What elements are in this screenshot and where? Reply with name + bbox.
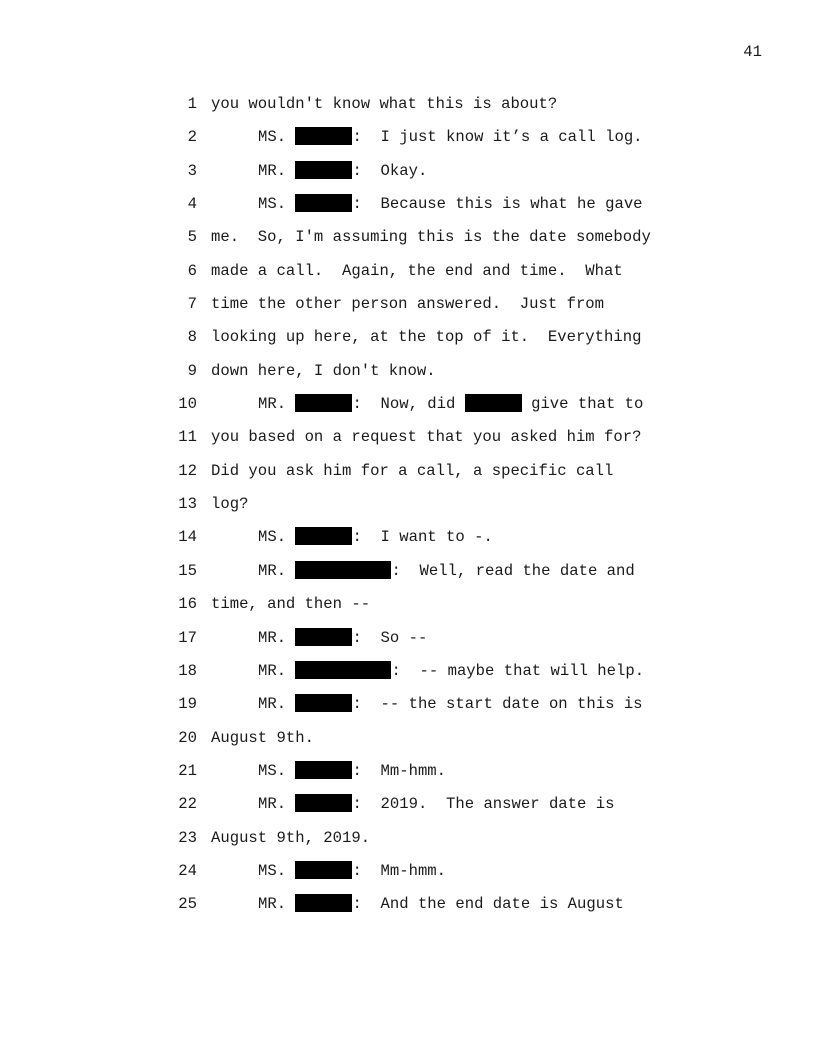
line-number: 18 bbox=[178, 661, 197, 680]
line-text bbox=[211, 91, 557, 117]
redaction-box bbox=[295, 394, 352, 412]
redaction-box bbox=[295, 661, 391, 679]
line-number: 9 bbox=[187, 361, 197, 380]
testimony-text: time, and then -- bbox=[211, 595, 371, 614]
line-number: 6 bbox=[187, 261, 197, 280]
line-text bbox=[258, 391, 643, 417]
speaker-title: MS. bbox=[258, 761, 296, 780]
testimony-text: you wouldn't know what this is about? bbox=[211, 95, 558, 113]
page-number: 41 bbox=[743, 43, 762, 61]
line-number: 7 bbox=[187, 295, 197, 314]
line-text bbox=[258, 524, 493, 550]
testimony-text: : Well, read the date and bbox=[391, 561, 635, 580]
speaker-title: MS. bbox=[258, 128, 296, 147]
transcript-line bbox=[0, 424, 816, 457]
line-text bbox=[258, 691, 643, 717]
line-text bbox=[258, 158, 427, 184]
transcript-line bbox=[0, 691, 816, 724]
transcript-line bbox=[0, 558, 816, 591]
speaker-title: MR. bbox=[258, 795, 296, 814]
redaction-box bbox=[295, 194, 352, 212]
line-number: 4 bbox=[187, 195, 197, 214]
transcript-line bbox=[0, 491, 816, 524]
line-number: 20 bbox=[178, 728, 197, 747]
transcript-line bbox=[0, 891, 816, 924]
transcript-line bbox=[0, 524, 816, 557]
line-number: 21 bbox=[178, 761, 197, 780]
line-text bbox=[258, 658, 644, 684]
line-text bbox=[258, 191, 643, 217]
testimony-text: Did you ask him for a call, a specific call bbox=[211, 461, 614, 480]
transcript-line bbox=[0, 224, 816, 257]
transcript-line bbox=[0, 591, 816, 624]
line-text bbox=[211, 725, 314, 751]
speaker-title: MR. bbox=[258, 161, 296, 180]
line-number: 3 bbox=[187, 161, 197, 180]
transcript-line bbox=[0, 625, 816, 658]
line-number: 14 bbox=[178, 528, 197, 547]
line-number: 25 bbox=[178, 895, 197, 914]
transcript-line bbox=[0, 258, 816, 291]
transcript-line bbox=[0, 358, 816, 391]
testimony-text: August 9th. bbox=[211, 728, 314, 747]
testimony-text: : I want to -. bbox=[352, 528, 493, 547]
testimony-text: down here, I don't know. bbox=[211, 361, 436, 380]
redaction-box bbox=[295, 861, 352, 879]
testimony-text: : Mm-hmm. bbox=[352, 861, 447, 880]
redaction-box bbox=[295, 527, 352, 545]
line-number: 2 bbox=[187, 128, 197, 147]
line-number: 23 bbox=[178, 828, 197, 847]
speaker-title: MS. bbox=[258, 528, 296, 547]
testimony-text: me. So, I'm assuming this is the date somebody bbox=[211, 228, 651, 247]
testimony-text: : Now, did bbox=[352, 395, 465, 414]
transcript-line bbox=[0, 291, 816, 324]
line-text bbox=[211, 324, 641, 350]
redaction-box bbox=[295, 894, 352, 912]
transcript-line bbox=[0, 658, 816, 691]
line-text bbox=[211, 491, 248, 517]
redaction-box bbox=[295, 561, 391, 579]
transcript-line bbox=[0, 825, 816, 858]
testimony-text: log? bbox=[211, 495, 249, 514]
line-text bbox=[211, 458, 613, 484]
transcript-line bbox=[0, 458, 816, 491]
line-text bbox=[258, 558, 635, 584]
testimony-text: looking up here, at the top of it. Everything bbox=[211, 328, 642, 347]
line-number: 11 bbox=[178, 428, 197, 447]
testimony-text: : -- the start date on this is bbox=[352, 695, 643, 714]
line-text bbox=[211, 424, 641, 450]
line-text bbox=[258, 791, 614, 817]
line-text bbox=[211, 358, 436, 384]
testimony-text: give that to bbox=[521, 395, 644, 414]
testimony-text: August 9th, 2019. bbox=[211, 828, 371, 847]
line-number: 15 bbox=[178, 561, 197, 580]
line-number: 8 bbox=[187, 328, 197, 347]
line-text bbox=[211, 291, 604, 317]
redaction-box bbox=[295, 761, 352, 779]
line-number: 17 bbox=[178, 628, 197, 647]
redaction-box bbox=[295, 694, 352, 712]
transcript-line bbox=[0, 158, 816, 191]
transcript-line bbox=[0, 858, 816, 891]
speaker-title: MR. bbox=[258, 561, 296, 580]
line-text bbox=[211, 224, 651, 250]
redaction-box bbox=[295, 127, 352, 145]
transcript-line bbox=[0, 91, 816, 124]
transcript-line bbox=[0, 391, 816, 424]
line-text bbox=[258, 625, 427, 651]
line-number: 24 bbox=[178, 861, 197, 880]
testimony-text: you based on a request that you asked him for? bbox=[211, 428, 642, 447]
line-text bbox=[258, 758, 446, 784]
speaker-title: MR. bbox=[258, 661, 296, 680]
line-text bbox=[211, 258, 623, 284]
transcript-line bbox=[0, 725, 816, 758]
speaker-title: MR. bbox=[258, 695, 296, 714]
line-text bbox=[258, 124, 643, 150]
transcript-line bbox=[0, 191, 816, 224]
redaction-box bbox=[295, 628, 352, 646]
line-text bbox=[258, 891, 624, 917]
testimony-text: : -- maybe that will help. bbox=[391, 661, 645, 680]
line-text bbox=[211, 591, 370, 617]
testimony-text: : Because this is what he gave bbox=[352, 195, 643, 214]
line-number: 13 bbox=[178, 495, 197, 514]
transcript-line bbox=[0, 791, 816, 824]
line-number: 12 bbox=[178, 461, 197, 480]
testimony-text: : 2019. The answer date is bbox=[352, 795, 615, 814]
line-number: 10 bbox=[178, 395, 197, 414]
speaker-title: MS. bbox=[258, 195, 296, 214]
line-number: 16 bbox=[178, 595, 197, 614]
transcript-line bbox=[0, 124, 816, 157]
transcript-line bbox=[0, 758, 816, 791]
line-number: 19 bbox=[178, 695, 197, 714]
line-number: 22 bbox=[178, 795, 197, 814]
transcript-body bbox=[0, 91, 816, 925]
speaker-title: MR. bbox=[258, 628, 296, 647]
testimony-text: made a call. Again, the end and time. What bbox=[211, 261, 623, 280]
testimony-text: : So -- bbox=[352, 628, 428, 647]
line-number: 5 bbox=[187, 228, 197, 247]
testimony-text: : Okay. bbox=[352, 161, 428, 180]
speaker-title: MS. bbox=[258, 861, 296, 880]
testimony-text: time the other person answered. Just from bbox=[211, 295, 605, 314]
testimony-text: : Mm-hmm. bbox=[352, 761, 447, 780]
speaker-title: MR. bbox=[258, 395, 296, 414]
line-text bbox=[258, 858, 446, 884]
redaction-box bbox=[465, 394, 522, 412]
testimony-text: : And the end date is August bbox=[352, 895, 624, 914]
testimony-text: : I just know it’s a call log. bbox=[352, 128, 643, 147]
line-number: 1 bbox=[187, 95, 197, 113]
redaction-box bbox=[295, 794, 352, 812]
speaker-title: MR. bbox=[258, 895, 296, 914]
redaction-box bbox=[295, 161, 352, 179]
transcript-line bbox=[0, 324, 816, 357]
line-text bbox=[211, 825, 370, 851]
